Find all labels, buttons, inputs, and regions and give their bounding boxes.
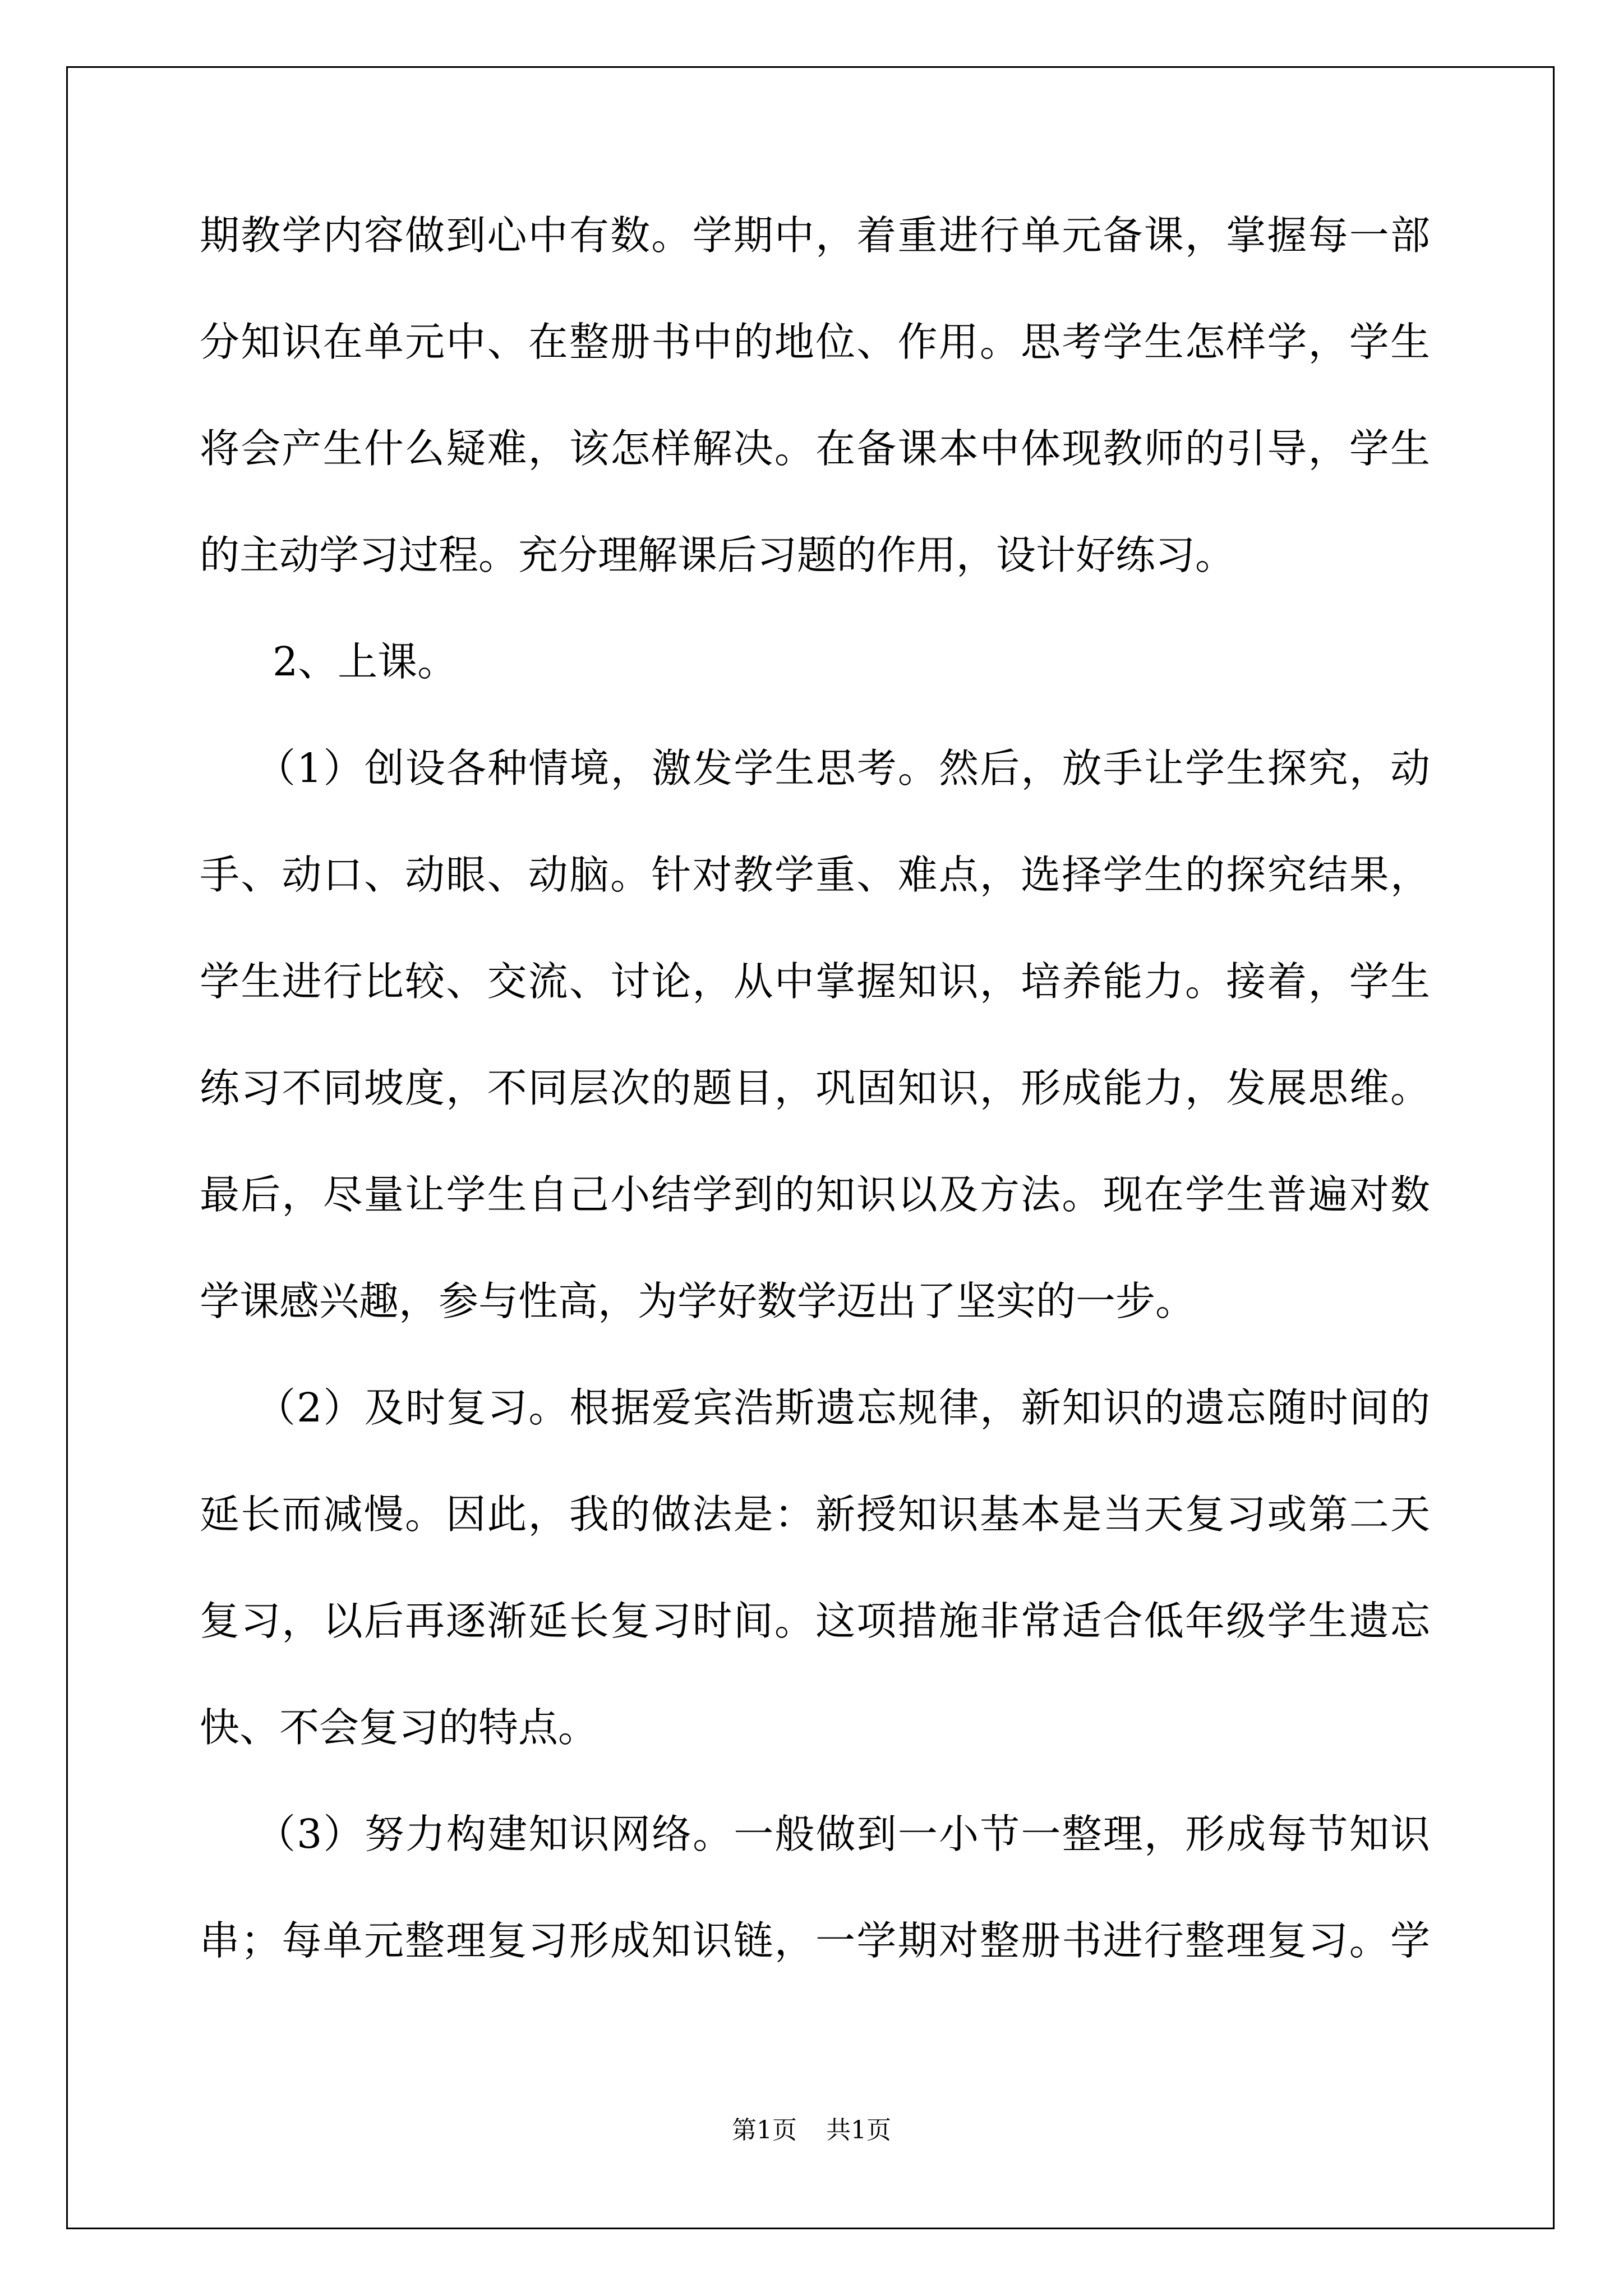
text-line: 手、动口、动眼、动脑。针对教学重、难点，选择学生的探究结果， <box>200 852 1430 898</box>
section-heading: 2、上课。 <box>273 638 458 685</box>
text-line: 延长而减慢。因此，我的做法是：新授知识基本是当天复习或第二天 <box>200 1491 1430 1538</box>
text-line: （2）及时复习。根据爱宾浩斯遗忘规律，新知识的遗忘随时间的 <box>256 1384 1430 1431</box>
page-number: 第1页 <box>732 2116 797 2145</box>
text-line: 的主动学习过程。充分理解课后习题的作用，设计好练习。 <box>200 532 1235 578</box>
page-footer <box>0 2114 1623 2147</box>
text-line: 期教学内容做到心中有数。学期中，着重进行单元备课，掌握每一部 <box>200 212 1430 259</box>
text-line: 学生进行比较、交流、讨论，从中掌握知识，培养能力。接着，学生 <box>200 958 1430 1005</box>
text-line: 分知识在单元中、在整册书中的地位、作用。思考学生怎样学，学生 <box>200 319 1430 365</box>
text-line: 复习，以后再逐渐延长复习时间。这项措施非常适合低年级学生遗忘 <box>200 1598 1430 1644</box>
text-line: 快、不会复习的特点。 <box>200 1704 598 1751</box>
text-line: 最后，尽量让学生自己小结学到的知识以及方法。现在学生普遍对数 <box>200 1171 1430 1218</box>
page-count: 共1页 <box>826 2116 891 2145</box>
text-line: （1）创设各种情境，激发学生思考。然后，放手让学生探究，动 <box>256 745 1430 792</box>
text-line: 学课感兴趣，参与性高，为学好数学迈出了坚实的一步。 <box>200 1278 1196 1324</box>
text-line: 练习不同坡度，不同层次的题目，巩固知识，形成能力，发展思维。 <box>200 1065 1430 1111</box>
text-line: （3）努力构建知识网络。一般做到一小节一整理，形成每节知识 <box>256 1811 1430 1857</box>
text-line: 将会产生什么疑难，该怎样解决。在备课本中体现教师的引导，学生 <box>200 425 1430 472</box>
page-border <box>66 66 1555 2229</box>
text-line: 串；每单元整理复习形成知识链，一学期对整册书进行整理复习。学 <box>200 1917 1430 1964</box>
